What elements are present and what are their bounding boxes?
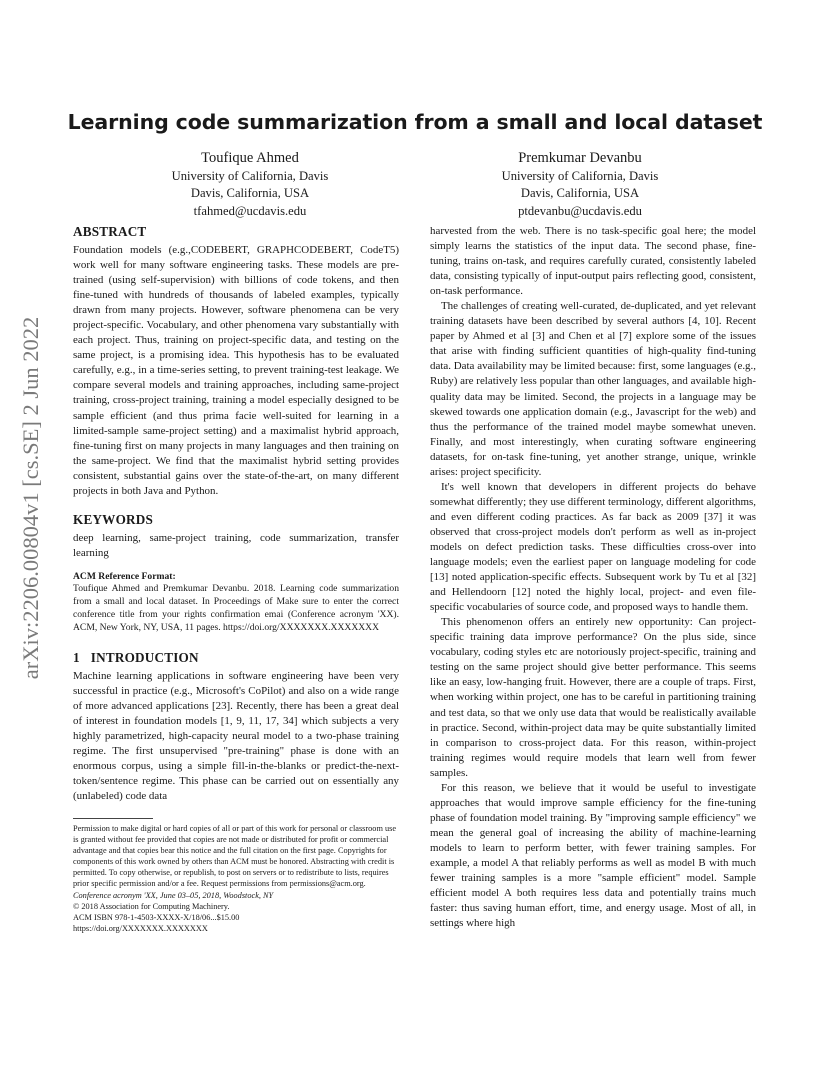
paper-title: Learning code summarization from a small and local dataset (67, 110, 763, 134)
author-block (120, 149, 380, 220)
section-number: 1 (73, 649, 80, 665)
author-email: tfahmed@ucdavis.edu (193, 203, 307, 218)
footnote-rule (73, 818, 153, 819)
right-column (430, 224, 756, 931)
body-paragraph: For this reason, we believe that it would be useful to investigate approaches that would improve sample efficiency for the fine-tuning phase of foundation model training. By "improving sample efficiency" we mean the general goal of increasing the ability of machine-learning models to learn to perform better, with fewer training samples. For example, a model A that reliably performs as well as model B with much fewer training samples is a more "sample efficient" model. Sample efficient model A both requires less data and potentially trains much faster: thus saving human effort, time, and energy usage. Most of all, in settings where high (430, 781, 756, 930)
permission-text: Permission to make digital or hard copies of all or part of this work for personal or classroom use is granted without fee provided that copies are not made or distributed for profit or commercial advantage and that copies bear this notice and the full citation on the first page. Copyrights for components of this work owned by others than ACM must be honored. Abstracting with credit is permitted. To copy otherwise, or republish, to post on servers or to redistribute to lists, requires prior specific permission and/or a fee. Request permissions from permissions@acm.org. (73, 823, 397, 889)
intro-paragraph: Machine learning applications in software engineering have been very successful in practice (e.g., Microsoft's CoPilot) and also on a wide range of more advanced applications [23]. Recently, there has been a great deal of interest in foundation models [1, 9, 11, 17, 34] which subjects a very highly parametrized, high-capacity neural model to a two-phase training regime. The first unsupervised "pre-training" phase is done with an enormous corpus, using a simple fill-in-the-blanks or predict-the-next-token/sentence regime. This phase can be carried out on essentially any (unlabeled) code data (73, 669, 399, 802)
section-title: INTRODUCTION (90, 649, 199, 665)
permission-footnote (73, 823, 399, 934)
keywords-heading: KEYWORDS (73, 511, 154, 527)
author-name: Toufique Ahmed (201, 150, 299, 166)
author-email: ptdevanbu@ucdavis.edu (518, 203, 642, 218)
acm-reference-text: Toufique Ahmed and Premkumar Devanbu. 2018. Learning code summarization from a small and local dataset. In Proceedings of Make sure to enter the correct conference title from your rights confirmation emai (Conference acronym 'XX). ACM, New York, NY, USA, 11 pages. https://doi.org/XXXXXXX.XXXXXXX (73, 582, 399, 633)
author-block (450, 149, 710, 220)
keywords-text: deep learning, same-project training, code summarization, transfer learning (73, 531, 399, 559)
isbn-line: ACM ISBN 978-1-4503-XXXX-X/18/06...$15.00 (73, 912, 240, 922)
author-location: Davis, California, USA (520, 186, 640, 201)
author-affiliation: University of California, Davis (171, 169, 329, 183)
copyright-line: © 2018 Association for Computing Machinery. (73, 901, 230, 911)
arxiv-stamp (6, 300, 56, 695)
abstract-text: Foundation models (e.g.,CODEBERT, GRAPHCODEBERT, CodeT5) work well for many software engineering tasks. These models are pre-trained (using self-supervision) with billions of code tokens, and then fine-tuned with hundreds of thousands of labeled examples, typically drawn from many projects. However, software phenomena can be very project-specific. Vocabulary, and other phenomena vary substantially with each project. Thus, training on project-specific data, and testing on the same project, is a promising idea. This hypothesis has to be evaluated carefully, e.g., in a time-series setting, to prevent training-test leakage. We compare several models and training approaches, including same-project training, cross-project training, training a model especially designed to be sample efficient (and thus prima facie well-suited for learning in a limited-sample same-project setting) and a maximalist hybrid approach, fine-tuning first on many projects in many languages and then training on the same-project. We find that the maximalist hybrid setting provides consistent, substantial gains over the state-of-the-art, on many different projects in both Java and Python. (73, 244, 399, 497)
doi-line: https://doi.org/XXXXXXX.XXXXXXX (73, 923, 208, 933)
section-heading-introduction (73, 650, 399, 666)
body-paragraph: harvested from the web. There is no task-specific goal here; the model simply learns the statistics of the input data. The second phase, fine-tuning, trains on-task, and requires carefully curated, consistently labeled data, consisting typically of input-output pairs reflecting good, consistent, on-task performance. (430, 225, 756, 298)
author-location: Davis, California, USA (190, 186, 310, 201)
acm-reference-heading: ACM Reference Format: (73, 570, 176, 582)
body-paragraph: The challenges of creating well-curated, de-duplicated, and yet relevant training datasets have been described by several authors [4, 10]. Recent paper by Ahmed et al [3] and Chen et al [7] explore some of the issues that arise with finding sufficient quantities of high-quality find-tuning data. Data availability may be limited because: first, some languages (e.g., Ruby) are relatively less popular than other languages, and available high-quality data may be limited. Second, the projects in a language may be skewed towards one application domain (e.g., Javascript for the web) and thus the performance of the trained model maybe somewhat uneven. Finally, and most interestingly, when curating software engineering datasets, for on-task fine-tuning, yet another strange, unique, wrinkle arises: project specificity. (430, 300, 756, 478)
abstract-heading: ABSTRACT (73, 224, 147, 239)
body-paragraph: It's well known that developers in different projects do behave somewhat differently; they use different terminology, different algorithms, and even different coding practices. As far back as 2009 [37] it was observed that cross-project models don't perform as well as in-project models on defect prediction tasks. These difficulties cross-over into language models; even the earliest paper on language modeling for code [13] noted application-specific effects. Subsequent work by Tu et al [32] and Hellendoorn [12] noted the highly local, project- and even file-specific vocabularies of source code, and proposed ways to handle them. (430, 480, 756, 614)
author-name: Premkumar Devanbu (518, 150, 642, 166)
body-paragraph: This phenomenon offers an entirely new opportunity: Can project-specific training data improve performance? On the plus side, since vocabulary, coding styles etc are notoriously project-specific, training and testing on the same project should give better performance. This seems like an easy, low-hanging fruit. However, there are a couple of traps. First, when working within project, one has to be careful in partitioning training and test data, so that we only use data that would be realistically available in practice. Second, within-project data may be quite substantially limited in comparison to cross-project data. For this reason, within-project training regimes would require models that learn well from fewer samples. (430, 616, 756, 779)
left-column (73, 224, 399, 934)
arxiv-stamp-text: arXiv:2206.00804v1 [cs.SE] 2 Jun 2022 (18, 316, 43, 679)
author-affiliation: University of California, Davis (501, 169, 659, 183)
conference-line: Conference acronym 'XX, June 03–05, 2018, Woodstock, NY (73, 890, 274, 900)
